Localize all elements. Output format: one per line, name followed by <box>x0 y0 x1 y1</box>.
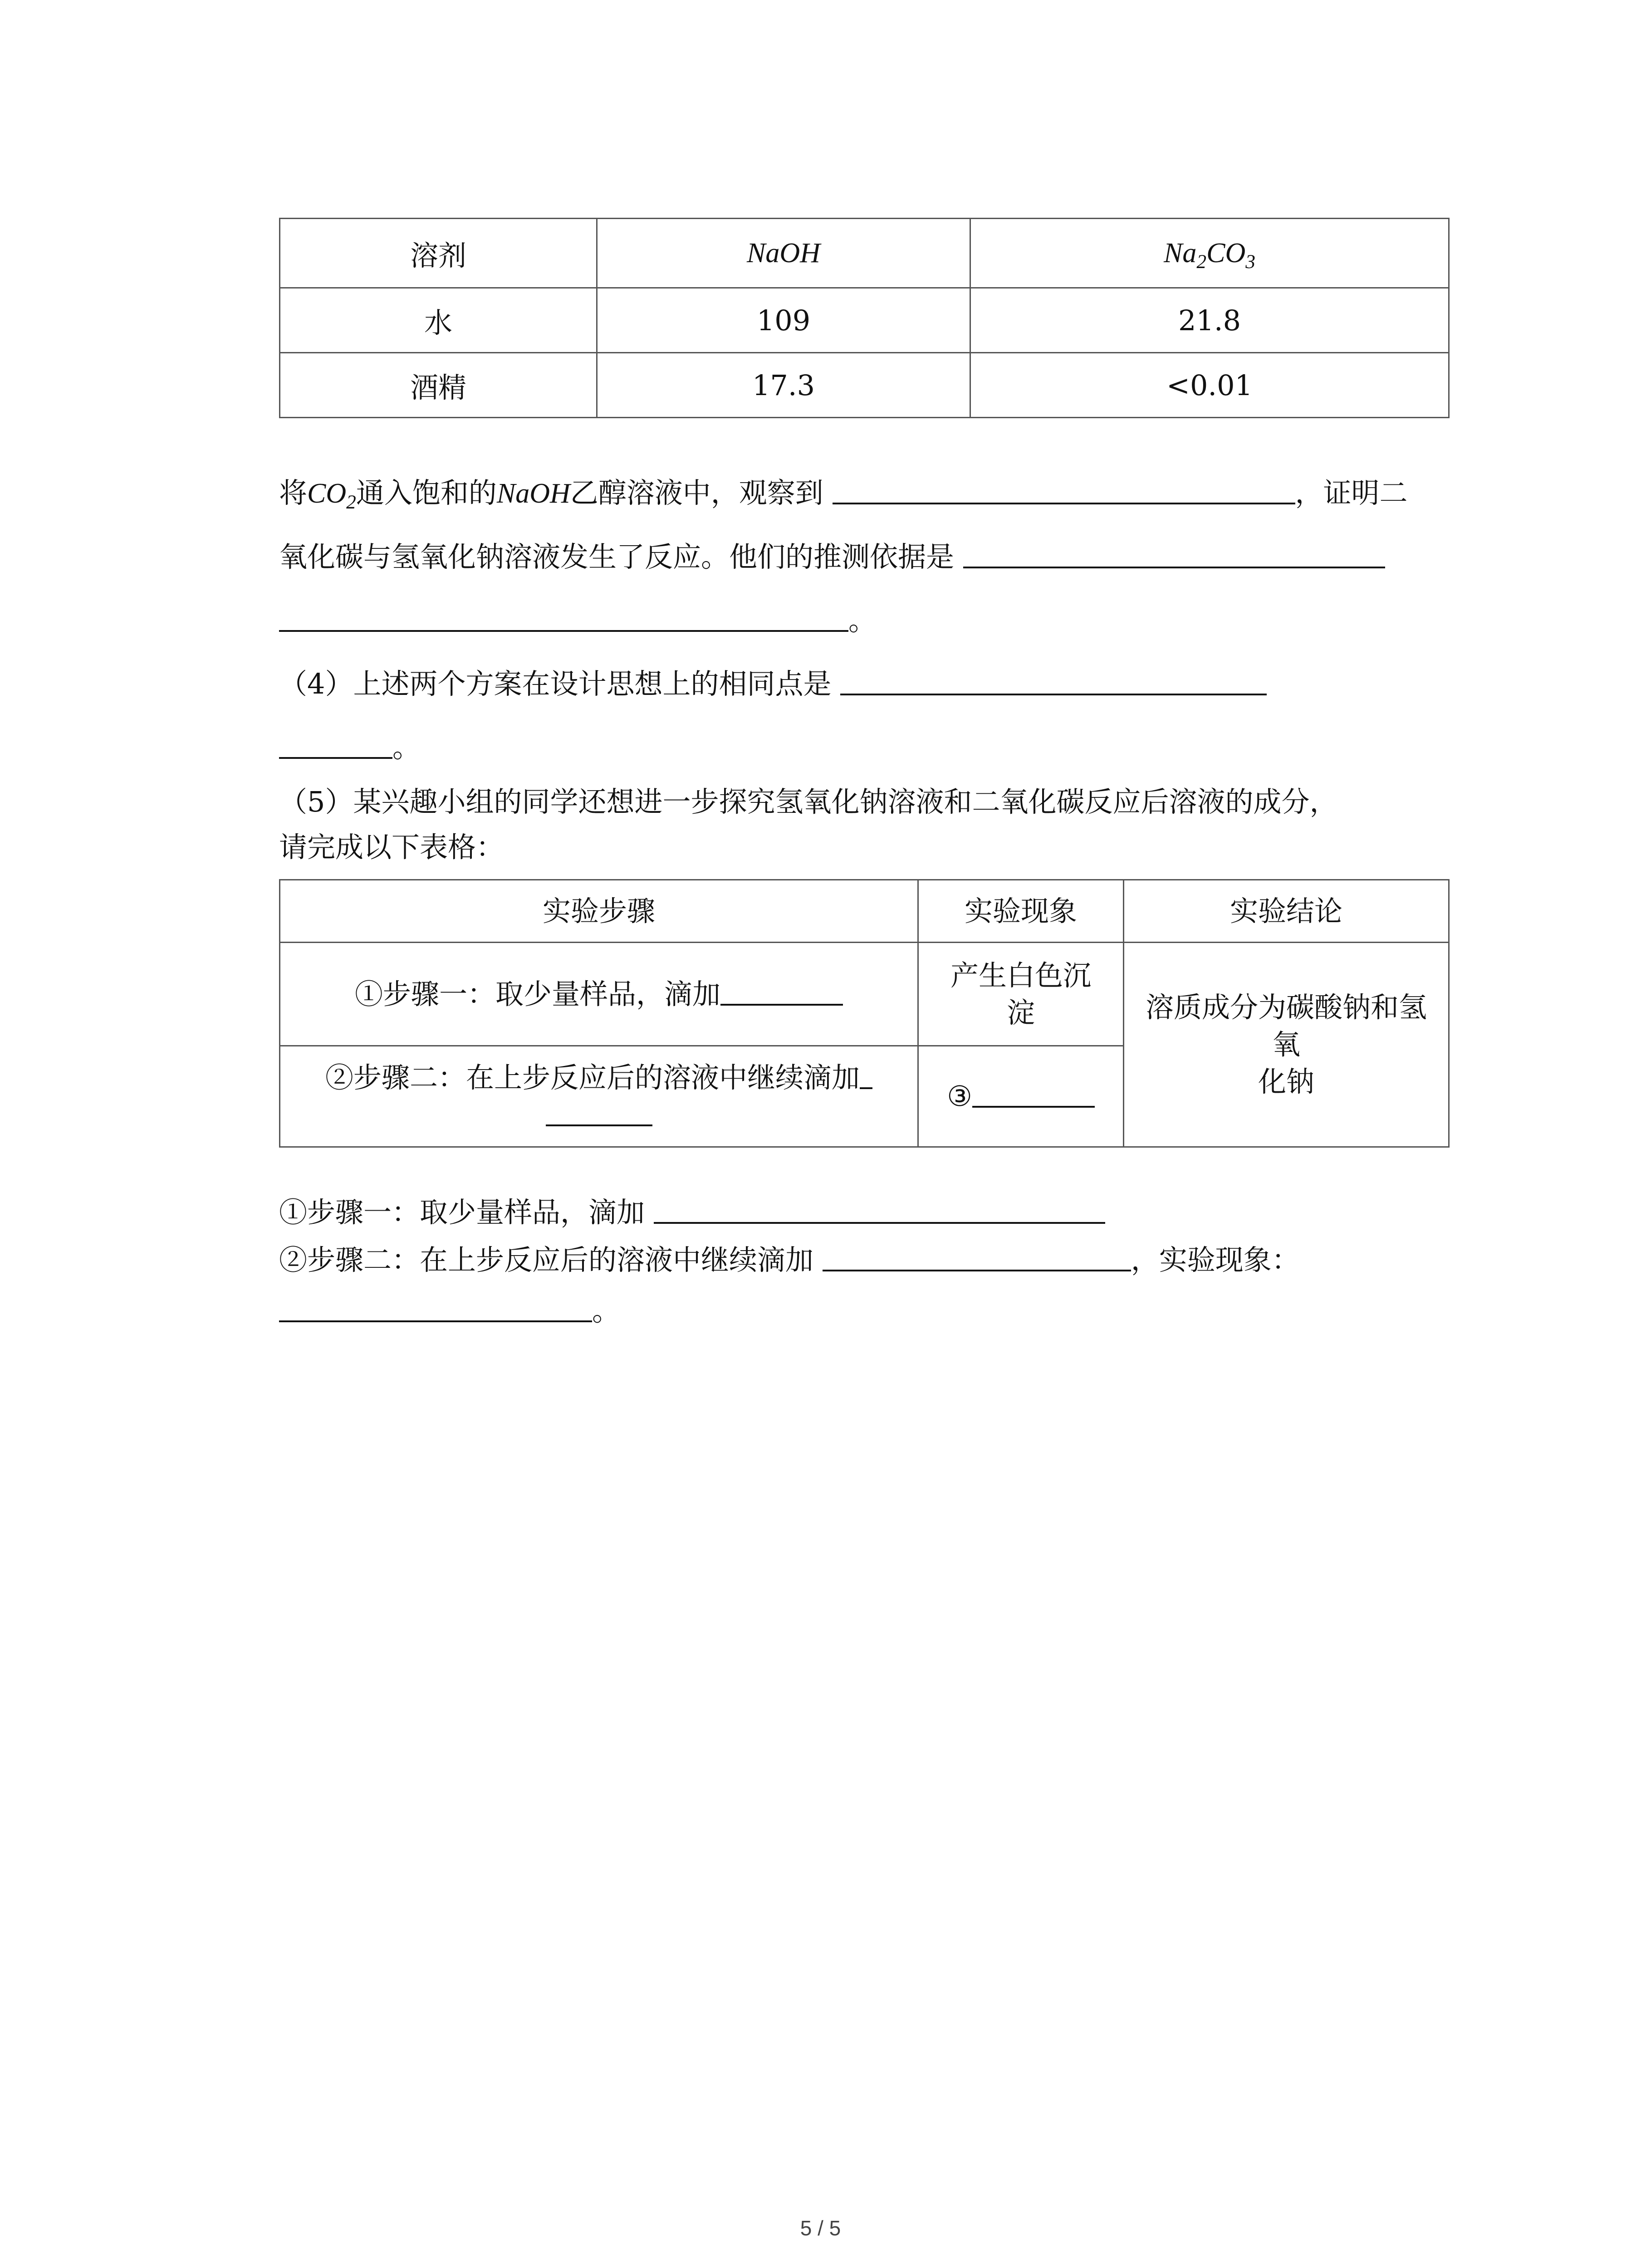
answer-blank-common-point[interactable] <box>840 666 1267 695</box>
answer-blank-phenomenon[interactable] <box>972 1079 1095 1108</box>
header-conclusion: 实验结论 <box>1124 880 1449 943</box>
cell-phenomenon2: ③ <box>918 1046 1124 1147</box>
header-na2co3: $Na_2CO_3$ <box>970 219 1449 288</box>
cell-step2: ②步骤二：在上步反应后的溶液中继续滴加 <box>280 1046 918 1147</box>
answer-blank-a2[interactable] <box>823 1242 1131 1271</box>
answer-blank-basis[interactable] <box>963 539 1385 568</box>
cell-na2co3: <0.01 <box>970 353 1449 418</box>
experiment-table <box>279 879 1450 1148</box>
question-4-cont: 。 <box>279 716 1450 779</box>
cell-phenomenon1: 产生白色沉 淀 <box>918 943 1124 1046</box>
header-steps: 实验步骤 <box>280 880 918 943</box>
question-5-line1: （5）某兴趣小组的同学还想进一步探究氢氧化钠溶液和二氧化碳反应后溶液的成分， <box>279 785 1338 818</box>
answer-blank-step1[interactable] <box>720 977 843 1006</box>
page-content <box>279 218 1450 1338</box>
answer-blank-step2[interactable] <box>860 1060 872 1089</box>
paragraph-co2-line2: 氧化碳与氢氧化钠溶液发生了反应。他们的推测依据是 <box>279 525 1450 589</box>
question-4: （4）上述两个方案在设计思想上的相同点是 <box>279 652 1450 716</box>
cell-conclusion: 溶质成分为碳酸钠和氢氧 化钠 <box>1124 943 1449 1147</box>
answer-blank-common-point-cont[interactable] <box>279 730 392 759</box>
answer-line-3: 。 <box>279 1284 1450 1338</box>
solubility-table <box>279 218 1450 418</box>
table-row <box>280 353 1449 418</box>
answer-blank-a3[interactable] <box>279 1293 592 1322</box>
cell-step1: ①步骤一：取少量样品，滴加 <box>280 943 918 1046</box>
header-phenomenon: 实验现象 <box>918 880 1124 943</box>
answer-line-2: ②步骤二：在上步反应后的溶液中继续滴加 ，实验现象： <box>279 1243 1300 1276</box>
paragraph-co2: 将$CO_2$通入饱和的NaOH乙醇溶液中，观察到 ，证明二 <box>279 476 1408 513</box>
cell-na2co3: 21.8 <box>970 288 1449 353</box>
table-row <box>280 288 1449 353</box>
answer-blank-observation[interactable] <box>833 475 1295 504</box>
answer-blank-a1[interactable] <box>654 1195 1105 1224</box>
header-solvent: 溶剂 <box>280 219 597 288</box>
page-number: 5 / 5 <box>800 2216 841 2240</box>
table-header-row <box>280 880 1449 943</box>
answer-line-1: ①步骤一：取少量样品，滴加 <box>279 1188 1450 1236</box>
paragraph-co2-line3: 。 <box>279 589 1450 652</box>
question-5-line2: 请完成以下表格： <box>279 831 505 864</box>
answer-blank-basis-cont[interactable] <box>279 603 848 632</box>
cell-naoh: 109 <box>597 288 970 353</box>
table-row <box>280 943 1449 1046</box>
table-header-row <box>280 219 1449 288</box>
cell-naoh: 17.3 <box>597 353 970 418</box>
answer-blank-step2-cont[interactable] <box>546 1097 652 1126</box>
cell-solvent: 水 <box>280 288 597 353</box>
cell-solvent: 酒精 <box>280 353 597 418</box>
header-naoh: NaOH <box>597 219 970 288</box>
